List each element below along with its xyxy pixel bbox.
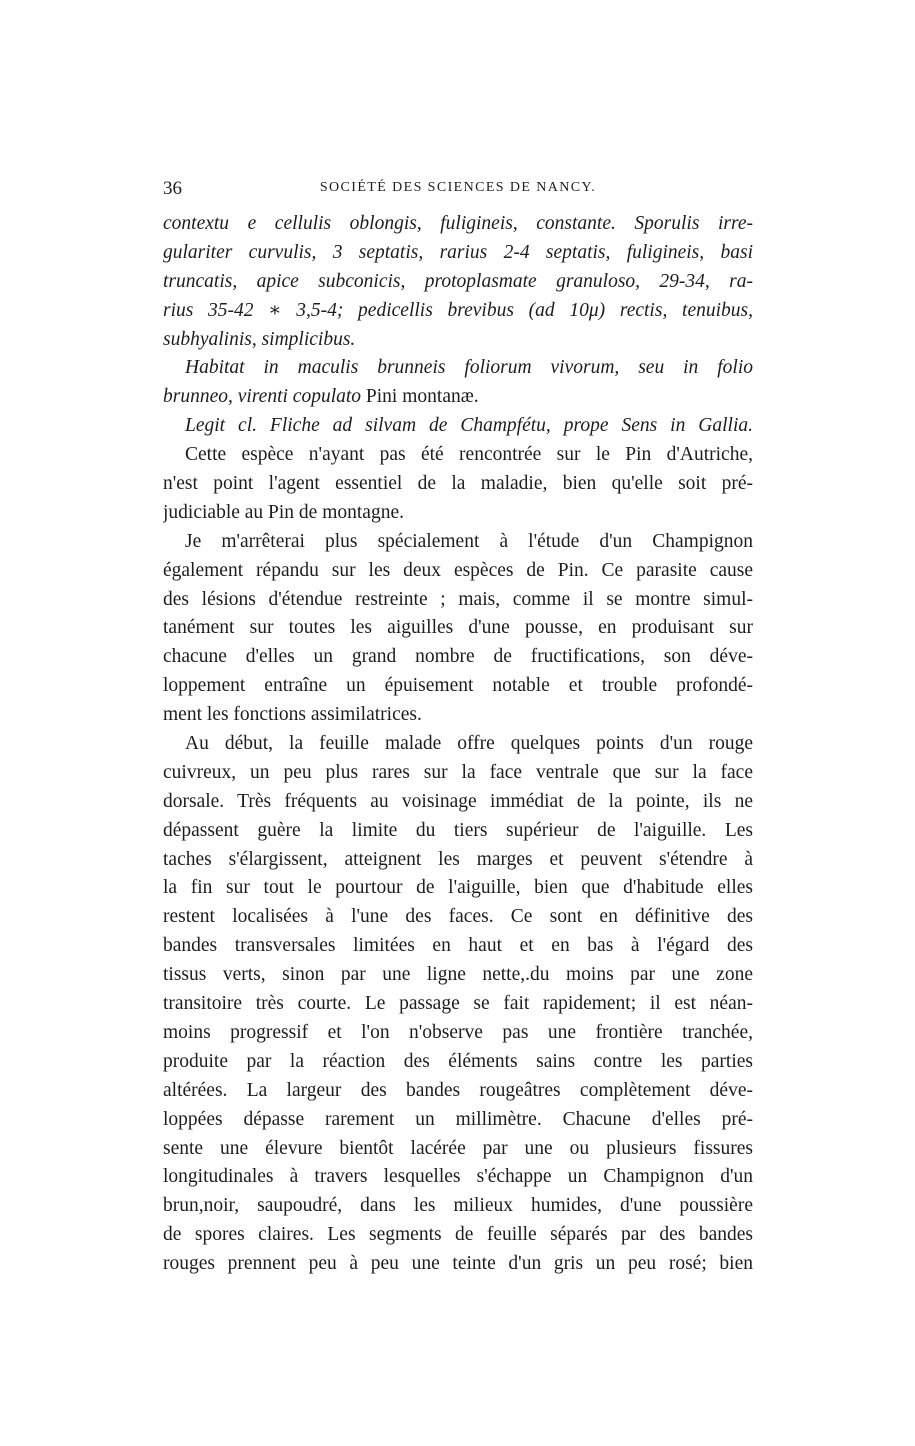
text-line (163, 470, 753, 499)
text-line (163, 903, 753, 932)
roman-text: Je m'arrêterai plus spécialement à l'étude d'un Champignon (185, 530, 753, 552)
roman-text: dépassent guère la limite du tiers supérieur de l'aiguille. Les (163, 819, 753, 841)
italic-text: Legit cl. Fliche ad silvam de Champfétu, prope Sens in Gallia. (185, 415, 753, 437)
roman-text: de spores claires. Les segments de feuille séparés par des bandes (163, 1224, 753, 1246)
text-line (163, 932, 753, 961)
text-line (163, 643, 753, 672)
text-line (163, 586, 753, 615)
roman-text: ment les fonctions assimilatrices. (163, 704, 422, 726)
roman-text: brun,noir, saupoudré, dans les milieux humides, d'une poussière (163, 1195, 753, 1217)
roman-text: transitoire très courte. Le passage se fait rapidement; il est néan- (163, 993, 753, 1015)
roman-text: également répandu sur les deux espèces de Pin. Ce parasite cause (163, 559, 753, 581)
italic-text: contextu e cellulis oblongis, fuligineis, constante. Sporulis irre- (163, 213, 753, 234)
text-line (163, 557, 753, 586)
text-line (163, 499, 753, 528)
text-line (163, 730, 753, 759)
italic-text: rius 35-42 ∗ 3,5-4; pedicellis brevibus (ad 10μ) rectis, tenuibus, (163, 299, 753, 321)
text-line (163, 210, 753, 239)
text-line (163, 239, 753, 268)
text-line (163, 354, 753, 383)
roman-text: Pini montanæ. (365, 386, 479, 408)
text-line (163, 759, 753, 788)
roman-text: loppées dépasse rarement un millimètre. Chacune d'elles pré- (163, 1108, 753, 1130)
page-number: 36 (163, 178, 182, 199)
running-title: SOCIÉTÉ DES SCIENCES DE NANCY. (319, 180, 597, 195)
text-line (163, 846, 753, 875)
text-line (163, 672, 753, 701)
text-line (163, 268, 753, 297)
text-line (163, 1048, 753, 1077)
roman-text: altérées. La largeur des bandes rougeâtres complètement déve- (163, 1079, 753, 1101)
text-line (163, 1163, 753, 1192)
text-line (163, 788, 753, 817)
text-line (163, 1019, 753, 1048)
roman-text: cuivreux, un peu plus rares sur la face ventrale que sur la face (163, 761, 753, 783)
body-text (163, 210, 753, 1279)
roman-text: moins progressif et l'on n'observe pas une frontière tranchée, (163, 1021, 753, 1043)
text-line (163, 990, 753, 1019)
text-line (163, 701, 753, 730)
page-header (163, 178, 753, 202)
text-line (163, 1106, 753, 1135)
roman-text: n'est point l'agent essentiel de la maladie, bien qu'elle soit pré- (163, 473, 753, 495)
roman-text: sente une élevure bientôt lacérée par une ou plusieurs fissures (163, 1137, 753, 1159)
text-line (163, 614, 753, 643)
italic-text: Habitat in maculis brunneis foliorum vivorum, seu in folio (185, 357, 753, 379)
roman-text: dorsale. Très fréquents au voisinage immédiat de la pointe, ils ne (163, 790, 753, 812)
text-line (163, 874, 753, 903)
roman-text: tanément sur toutes les aiguilles d'une pousse, en produisant sur (163, 617, 753, 639)
roman-text: la fin sur tout le pourtour de l'aiguille, bien que d'habitude elles (163, 877, 753, 899)
italic-text: brunneo, virenti copulato (163, 386, 366, 408)
text-line (163, 412, 753, 441)
text-line (163, 1250, 753, 1279)
text-line (163, 1192, 753, 1221)
roman-text: produite par la réaction des éléments sains contre les parties (163, 1050, 753, 1072)
text-line (163, 383, 753, 412)
italic-text: subhyalinis, simplicibus. (163, 328, 356, 350)
roman-text: longitudinales à travers lesquelles s'échappe un Champignon d'un (163, 1166, 753, 1188)
roman-text: taches s'élargissent, atteignent les marges et peuvent s'étendre à (163, 848, 753, 870)
text-line (163, 817, 753, 846)
roman-text: loppement entraîne un épuisement notable et trouble profondé- (163, 675, 753, 697)
roman-text: bandes transversales limitées en haut et en bas à l'égard des (163, 935, 753, 957)
text-line (163, 326, 753, 355)
roman-text: judiciable au Pin de montagne. (163, 501, 404, 523)
text-line (163, 1135, 753, 1164)
roman-text: restent localisées à l'une des faces. Ce sont en définitive des (163, 906, 753, 928)
text-line (163, 297, 753, 326)
text-line (163, 528, 753, 557)
text-line (163, 961, 753, 990)
roman-text: rouges prennent peu à peu une teinte d'un gris un peu rosé; bien (163, 1253, 753, 1275)
italic-text: truncatis, apice subconicis, protoplasmate granuloso, 29-34, ra- (163, 270, 753, 292)
roman-text: des lésions d'étendue restreinte ; mais, comme il se montre simul- (163, 588, 753, 610)
roman-text: chacune d'elles un grand nombre de fructifications, son déve- (163, 646, 753, 668)
roman-text: tissus verts, sinon par une ligne nette,.du moins par une zone (163, 964, 753, 986)
italic-text: gulariter curvulis, 3 septatis, rarius 2-4 septatis, fuligineis, basi (163, 241, 753, 263)
roman-text: Au début, la feuille malade offre quelques points d'un rouge (185, 733, 753, 755)
text-line (163, 441, 753, 470)
roman-text: Cette espèce n'ayant pas été rencontrée sur le Pin d'Autriche, (185, 444, 753, 466)
text-line (163, 1221, 753, 1250)
text-line (163, 1077, 753, 1106)
